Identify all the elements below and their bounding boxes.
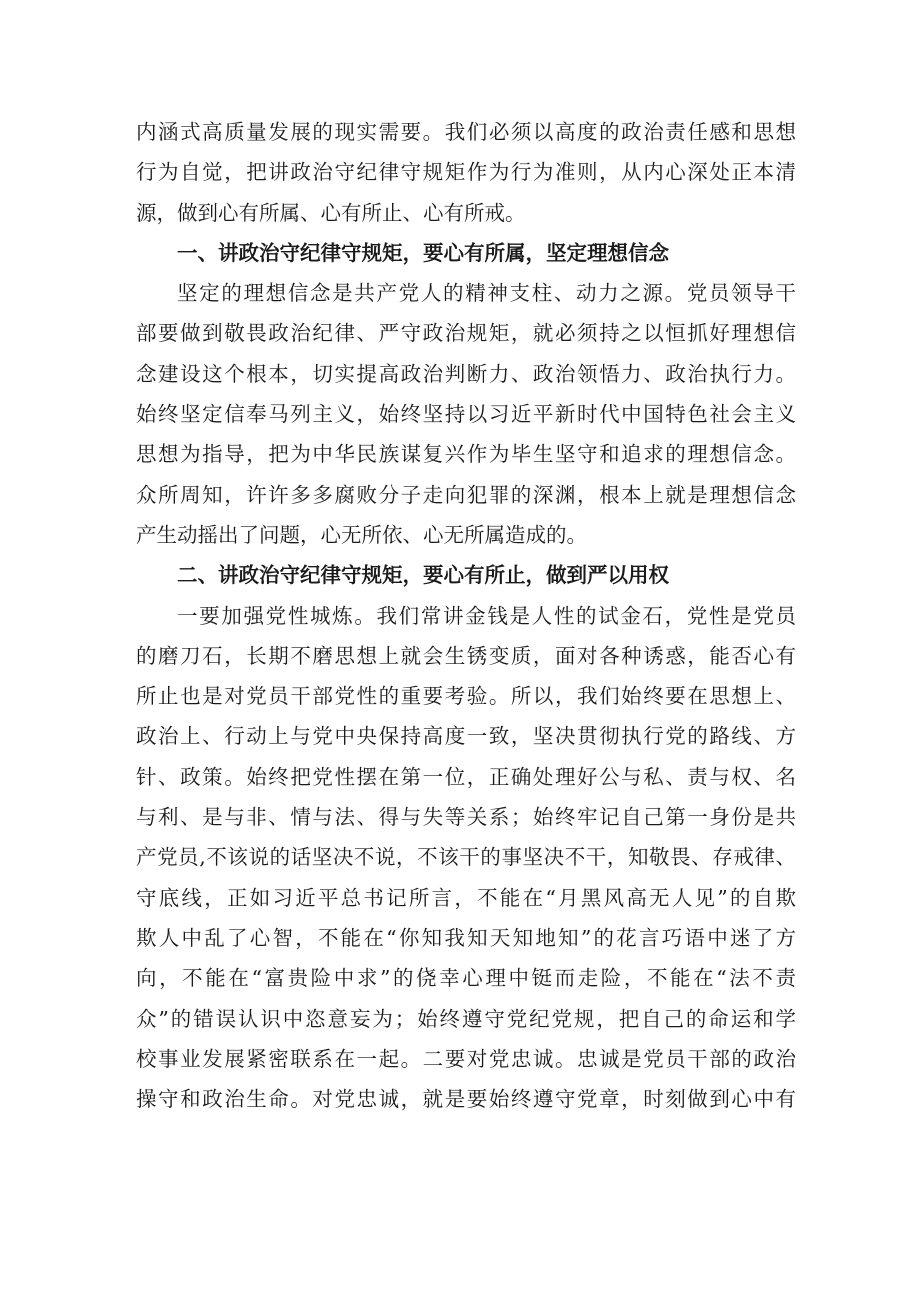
paragraph-first-line: 坚定的理想信念是共产党人的精神支柱、动力之源。党员领导干: [177, 281, 796, 306]
paragraph-line: 欺人中乱了心智，不能在“你知我知天知地知”的花言巧语中迷了方: [136, 925, 796, 950]
paragraph-line: 部要做到敬畏政治纪律、严守政治规矩，就必须持之以恒抓好理想信: [136, 321, 796, 346]
section-heading: 一、讲政治守纪律守规矩，要心有所属，坚定理想信念: [177, 240, 669, 265]
section-heading: 二、讲政治守纪律守规矩，要心有所止，做到严以用权: [177, 563, 669, 588]
paragraph-line: 针、政策。始终把党性摆在第一位，正确处理好公与私、责与权、名: [136, 764, 796, 789]
document-body: [136, 112, 796, 1119]
paragraph-line: 操守和政治生命。对党忠诚，就是要始终遵守党章，时刻做到心中有: [136, 1087, 796, 1112]
paragraph-line: 思想为指导，把为中华民族谋复兴作为毕生坚守和追求的理想信念。: [136, 442, 796, 467]
paragraph-last-line: 产生动摇出了问题，心无所依、心无所属造成的。: [136, 522, 587, 547]
paragraph-line: 校事业发展紧密联系在一起。二要对党忠诚。忠诚是党员干部的政治: [136, 1046, 796, 1071]
paragraph-line: 念建设这个根本，切实提高政治判断力、政治领悟力、政治执行力。: [136, 361, 796, 386]
paragraph-line: 众所周知，许许多多腐败分子走向犯罪的深渊，根本上就是理想信念: [136, 482, 796, 507]
paragraph-line: 向，不能在“富贵险中求”的侥幸心理中铤而走险，不能在“法不责: [136, 966, 796, 991]
paragraph-line: 行为自觉，把讲政治守纪律守规矩作为行为准则，从内心深处正本清: [136, 160, 796, 185]
paragraph-line: 守底线，正如习近平总书记所言，不能在“月黑风高无人见”的自欺: [136, 885, 796, 910]
paragraph-line: 内涵式高质量发展的现实需要。我们必须以高度的政治责任感和思想: [136, 120, 796, 144]
paragraph-line: 始终坚定信奉马列主义，始终坚持以习近平新时代中国特色社会主义: [136, 402, 796, 427]
paragraph-last-line: 源，做到心有所属、心有所止、心有所戒。: [136, 200, 526, 225]
paragraph-line: 与利、是与非、情与法、得与失等关系；始终牢记自己第一身份是共: [136, 805, 796, 830]
paragraph-line: 所止也是对党员干部党性的重要考验。所以，我们始终要在思想上、: [136, 684, 796, 709]
paragraph-line: 的磨刀石，长期不磨思想上就会生锈变质，面对各种诱惑，能否心有: [136, 643, 796, 668]
paragraph-first-line: 一要加强党性城炼。我们常讲金钱是人性的试金石，党性是党员: [177, 603, 796, 628]
paragraph-line: 众”的错误认识中恣意妄为；始终遵守党纪党规，把自己的命运和学: [136, 1006, 796, 1031]
paragraph-line: 政治上、行动上与党中央保持高度一致，坚决贯彻执行党的路线、方: [136, 724, 796, 749]
paragraph-line: 产党员,不该说的话坚决不说，不该干的事坚决不干，知敬畏、存戒律、: [136, 845, 796, 870]
